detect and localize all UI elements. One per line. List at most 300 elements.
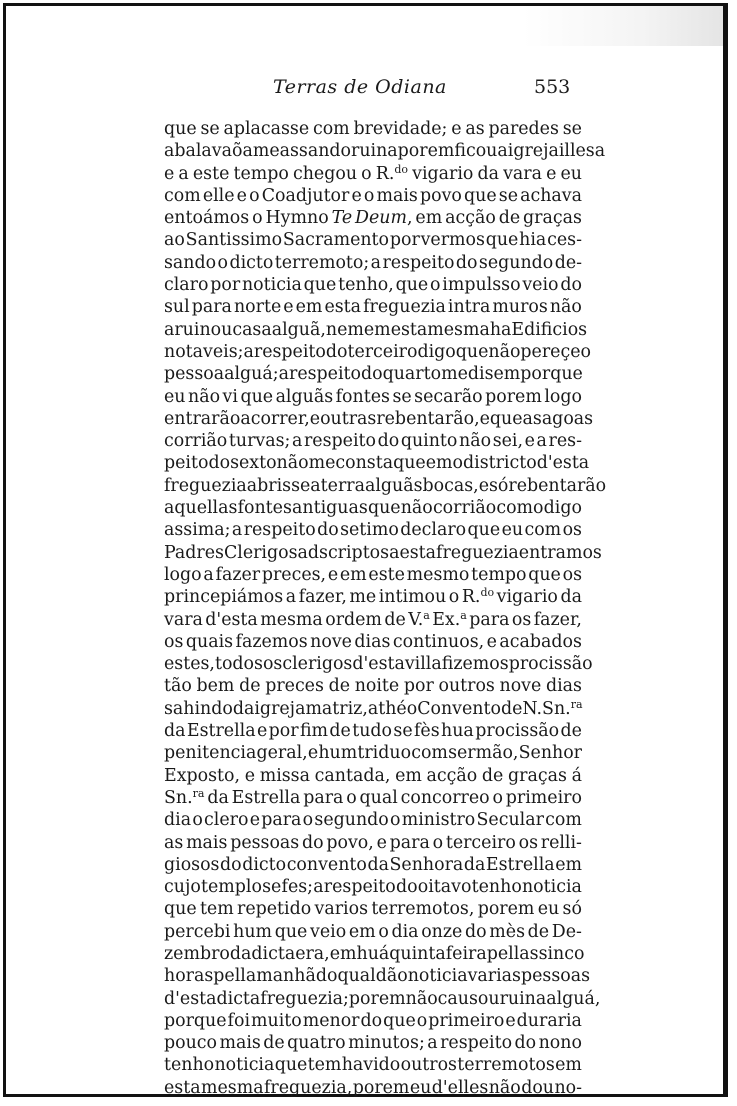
word: com (545, 810, 582, 831)
word: de (384, 609, 406, 630)
word: e (256, 721, 268, 742)
word: pella (213, 966, 257, 987)
word: da (367, 854, 389, 875)
word: do (208, 453, 231, 474)
text-line (164, 163, 582, 185)
word: Hymno (265, 208, 329, 229)
word: aruinou (164, 319, 233, 340)
word: dicta (216, 988, 261, 1009)
word: noticia (521, 877, 582, 898)
word: tem (199, 899, 234, 920)
text-line (164, 1010, 582, 1032)
word: por (389, 230, 420, 251)
word: porque (520, 364, 583, 385)
word: que (164, 899, 197, 920)
word: terceiro (347, 341, 418, 362)
word: fès (414, 721, 440, 742)
word: os (511, 609, 532, 630)
word: Senhora (389, 854, 464, 875)
word: sexto (230, 453, 277, 474)
word: quarto (382, 364, 442, 385)
word: não (488, 1077, 521, 1098)
word: secarão (414, 386, 483, 407)
word: a (427, 1033, 438, 1054)
word: mais (376, 185, 418, 206)
word: pessoas (520, 966, 591, 987)
word: dia (164, 810, 192, 831)
text-line (164, 921, 582, 943)
word: nove (310, 631, 352, 652)
word: fim (299, 721, 329, 742)
word: me (308, 453, 336, 474)
word: matriz, (305, 698, 368, 719)
word: freguezia; (260, 988, 349, 1009)
word: sando (164, 252, 217, 273)
word: e (451, 119, 462, 139)
word: da (463, 854, 486, 875)
word: R.$^{do}$ (375, 162, 409, 184)
word: triduo (357, 743, 412, 764)
word: fazer, (533, 609, 582, 630)
word: dicto (229, 252, 274, 273)
word: em (295, 297, 323, 318)
text-line (164, 319, 588, 341)
word: causou (437, 988, 500, 1009)
word: fes; (281, 877, 314, 898)
word: a (291, 431, 303, 452)
word: adscriptos (297, 542, 390, 563)
word: como (496, 498, 544, 519)
word: de (263, 1033, 285, 1054)
word: com (164, 185, 201, 206)
text-line (164, 586, 582, 608)
text-line (164, 854, 582, 876)
word: do (465, 921, 487, 942)
word: o (452, 453, 463, 474)
word: do (377, 431, 400, 452)
word: se (393, 721, 413, 742)
word: havido (341, 1055, 401, 1076)
word: os (262, 654, 283, 675)
word: terremotos (457, 1055, 555, 1076)
text-line (164, 1077, 582, 1099)
word: Estrella (231, 787, 301, 808)
word: disem (467, 364, 521, 385)
word: do (360, 1010, 383, 1031)
word: districto (463, 453, 537, 474)
word: fazemos (235, 631, 308, 652)
word: os (518, 832, 538, 853)
word: segundo (314, 810, 389, 831)
word: do (395, 877, 418, 898)
word: os (164, 631, 184, 652)
text-line (164, 943, 585, 965)
word: d'esta (352, 654, 405, 675)
word: que (528, 564, 561, 585)
word: V.$^a$ (408, 608, 430, 630)
word: do (325, 341, 348, 362)
text-line (164, 207, 582, 229)
word: porem (477, 899, 535, 920)
running-head (0, 70, 737, 100)
word: intra (447, 297, 491, 318)
word: me (349, 587, 377, 608)
word: tenho (164, 1055, 215, 1076)
word: elle (202, 185, 235, 206)
word: muros (492, 297, 548, 318)
word: Santissimo (185, 230, 283, 251)
word: em (329, 943, 357, 964)
word: se (562, 119, 582, 139)
word: dias (545, 676, 582, 697)
word: d'esta (536, 453, 590, 474)
running-title: Terras de Odiana (273, 76, 447, 98)
text-line (164, 988, 601, 1010)
word: entrarão (164, 408, 241, 429)
word: e (478, 475, 489, 496)
word: digo (543, 498, 582, 519)
word: notaveis; (164, 341, 244, 362)
word: noticia (214, 1055, 275, 1076)
word: em (348, 921, 376, 942)
word: que (464, 185, 497, 206)
word: dão (375, 966, 408, 987)
text-line (164, 675, 582, 697)
word: turvas; (228, 431, 291, 452)
word: brevidade; (353, 119, 448, 139)
word: feira (445, 943, 487, 964)
word: e (307, 743, 319, 764)
word: esta (399, 542, 437, 563)
word: respeito (382, 252, 455, 273)
word: e (546, 163, 557, 184)
word: a (310, 475, 321, 496)
word: o (390, 810, 401, 831)
word: mesma (260, 609, 323, 630)
word: res- (548, 431, 582, 452)
word: dia (391, 921, 419, 942)
word: para (303, 787, 344, 808)
text-line (164, 631, 582, 653)
word: mesma (427, 319, 490, 340)
word: setimo (340, 520, 399, 541)
word: a (370, 252, 382, 273)
word: vigario (412, 163, 474, 184)
word: R.$^{do}$ (461, 586, 495, 608)
word: nem (325, 319, 364, 340)
word: sahindo (164, 698, 233, 719)
word: aquellas (164, 498, 238, 519)
word: procissão (475, 721, 560, 742)
word: porem (397, 141, 455, 162)
word: cantada, (314, 765, 391, 786)
text-line (164, 386, 582, 408)
word: que (274, 921, 308, 942)
word: de (329, 721, 351, 742)
word: terremotos, (371, 899, 475, 920)
word: terremoto; (274, 252, 370, 273)
word: vigario (496, 587, 558, 608)
text-line (164, 452, 590, 474)
word: e (479, 408, 490, 429)
word: eu (537, 899, 560, 920)
word: que (240, 386, 274, 407)
word: fazer, (298, 587, 347, 608)
word: de (328, 676, 351, 697)
word: corrião (432, 498, 497, 519)
word: outros (400, 1055, 457, 1076)
word: do (220, 854, 242, 875)
word: não (459, 431, 492, 452)
word: as (522, 408, 542, 429)
word: Ex.$^a$ (432, 608, 467, 630)
word: para (469, 609, 510, 630)
word: aplacasse (223, 119, 310, 139)
word: fontes (237, 498, 292, 519)
word: de (560, 721, 582, 742)
word: primeiro (428, 1010, 505, 1031)
word: qual (337, 966, 376, 987)
word: este (192, 163, 230, 184)
text-line (164, 720, 582, 742)
word: norte (233, 297, 282, 318)
word: para (389, 832, 430, 853)
word: quatro (287, 1033, 346, 1054)
word: a (243, 341, 254, 362)
word: clero (204, 810, 249, 831)
word: ruina (351, 141, 398, 162)
word: em (555, 854, 582, 875)
word: a (278, 364, 289, 385)
word: da (560, 587, 582, 608)
word: ruina (499, 988, 547, 1009)
word: mesmo (406, 564, 470, 585)
word: nove (499, 676, 542, 697)
word: ameassando (242, 141, 352, 162)
word: sermão, (448, 743, 519, 764)
word: a (240, 408, 251, 429)
word: alguá, (546, 988, 601, 1009)
word: vi (222, 386, 238, 407)
word: se (262, 877, 282, 898)
word: da (207, 787, 229, 808)
word: mès (489, 921, 525, 942)
word: que (455, 341, 489, 362)
word: mais (219, 1033, 261, 1054)
text-line (164, 1032, 582, 1054)
text-line (164, 1054, 582, 1076)
word: vermos (420, 230, 485, 251)
word: esta (390, 319, 428, 340)
text-line (164, 296, 582, 318)
word: o (192, 810, 203, 831)
word: com (524, 520, 562, 541)
word: do (455, 252, 478, 273)
word: noite (354, 676, 400, 697)
word: alguãs (364, 475, 423, 496)
word: sul (164, 297, 190, 318)
word: rebentarão (508, 475, 607, 496)
word: acção (445, 208, 496, 229)
page-number: 553 (534, 76, 571, 98)
word: claro (164, 275, 209, 296)
word: era, (295, 943, 330, 964)
word: pessoas (230, 832, 300, 853)
word: hum (233, 921, 273, 942)
word: achava (520, 185, 582, 206)
word: eu (409, 1077, 432, 1098)
word: e (524, 431, 535, 452)
word: quinta (389, 943, 446, 964)
word: Sn.$^{ra}$ (164, 786, 205, 808)
word: não (400, 498, 433, 519)
word: de (481, 765, 504, 786)
word: em (425, 453, 453, 474)
word: que (467, 520, 501, 541)
word: concorreo (400, 787, 490, 808)
word: em (395, 765, 422, 786)
word: a (231, 520, 243, 541)
word: a (285, 587, 297, 608)
word: que (393, 453, 426, 474)
word: a (389, 542, 400, 563)
word: Clerigos (223, 542, 298, 563)
word: pessoa (164, 364, 225, 385)
text-line (164, 252, 582, 274)
word: acabados (499, 631, 582, 652)
word: Edificios (511, 319, 588, 340)
word: nono (538, 1033, 582, 1054)
word: horas (164, 966, 214, 987)
word: os (562, 564, 582, 585)
text-line (164, 742, 582, 764)
word: rebentarão, (376, 408, 480, 429)
word: respeito (253, 341, 326, 362)
word: dicto (242, 854, 287, 875)
word: o (363, 185, 375, 206)
word: em (415, 208, 443, 229)
word: a (178, 163, 189, 184)
word: quinto (400, 431, 458, 452)
word: eu (164, 386, 186, 407)
word: vara (164, 609, 203, 630)
word: por (403, 676, 434, 697)
word: não (405, 988, 438, 1009)
word: tenho, (338, 275, 394, 296)
word: o (378, 921, 389, 942)
word: Estrella (186, 721, 256, 742)
word: o (448, 587, 460, 608)
word: as (465, 119, 485, 139)
word: alguá; (224, 364, 279, 385)
text-line (164, 787, 582, 809)
word: preces, (261, 564, 327, 585)
word: e (327, 564, 339, 585)
word: com (411, 743, 448, 764)
word: intimou (378, 587, 447, 608)
word: bocas, (422, 475, 479, 496)
word: não (276, 453, 309, 474)
word: que (274, 1055, 308, 1076)
word: que (383, 1010, 416, 1031)
word: qual (359, 787, 398, 808)
word: hum (318, 743, 358, 764)
word: em (339, 564, 367, 585)
word: o (361, 163, 372, 184)
word: o (249, 185, 260, 206)
word: huá (356, 943, 390, 964)
word: respeito (440, 1033, 513, 1054)
word: terra (320, 475, 365, 496)
word: clerigos (282, 654, 353, 675)
word: geral, (256, 743, 308, 764)
word: e (351, 185, 362, 206)
word: Estrella (485, 854, 555, 875)
word: oitavo (417, 877, 472, 898)
word: templo (201, 877, 262, 898)
word: povo, (326, 832, 374, 853)
word: que (489, 408, 523, 429)
word: igreja (254, 698, 306, 719)
word: muito (251, 1010, 302, 1031)
word: noticia (407, 966, 468, 987)
text-line (164, 229, 582, 251)
word: sei, (492, 431, 523, 452)
text-line (164, 609, 582, 631)
word: em (363, 319, 391, 340)
word: assima; (164, 520, 231, 541)
word: hia (519, 230, 547, 251)
text-line (164, 965, 591, 987)
word: por (268, 721, 299, 742)
word: d'esta (164, 988, 217, 1009)
word: e (164, 163, 175, 184)
word: continuos, (392, 631, 485, 652)
body-text (164, 118, 607, 1099)
word: d'esta (205, 609, 258, 630)
word: e (236, 185, 247, 206)
word: de (498, 208, 521, 229)
word: tão (164, 676, 192, 697)
text-line (164, 876, 582, 898)
word: respeito (243, 520, 316, 541)
text-line (164, 430, 582, 452)
word: do (514, 1033, 537, 1054)
word: peito (164, 453, 209, 474)
word: do (315, 966, 338, 987)
word: ficou (454, 141, 498, 162)
word: athé (367, 698, 407, 719)
word: da (232, 698, 255, 719)
word: que (485, 230, 519, 251)
text-line (164, 898, 582, 920)
word: primeiro (505, 787, 582, 808)
word: de (527, 921, 550, 942)
word: respeito (323, 877, 396, 898)
word: dias (354, 631, 391, 652)
word: princepiámos (164, 587, 284, 608)
word: e (283, 297, 294, 318)
word: corrião (164, 431, 228, 452)
word: porque (164, 1010, 227, 1031)
word: Deum, (355, 208, 413, 229)
word: pellas (486, 943, 539, 964)
word: varias (467, 966, 521, 987)
word: a (536, 431, 547, 452)
word: procissão (508, 654, 593, 675)
word: Exposto, (164, 765, 241, 786)
word: terceiro (445, 832, 516, 853)
